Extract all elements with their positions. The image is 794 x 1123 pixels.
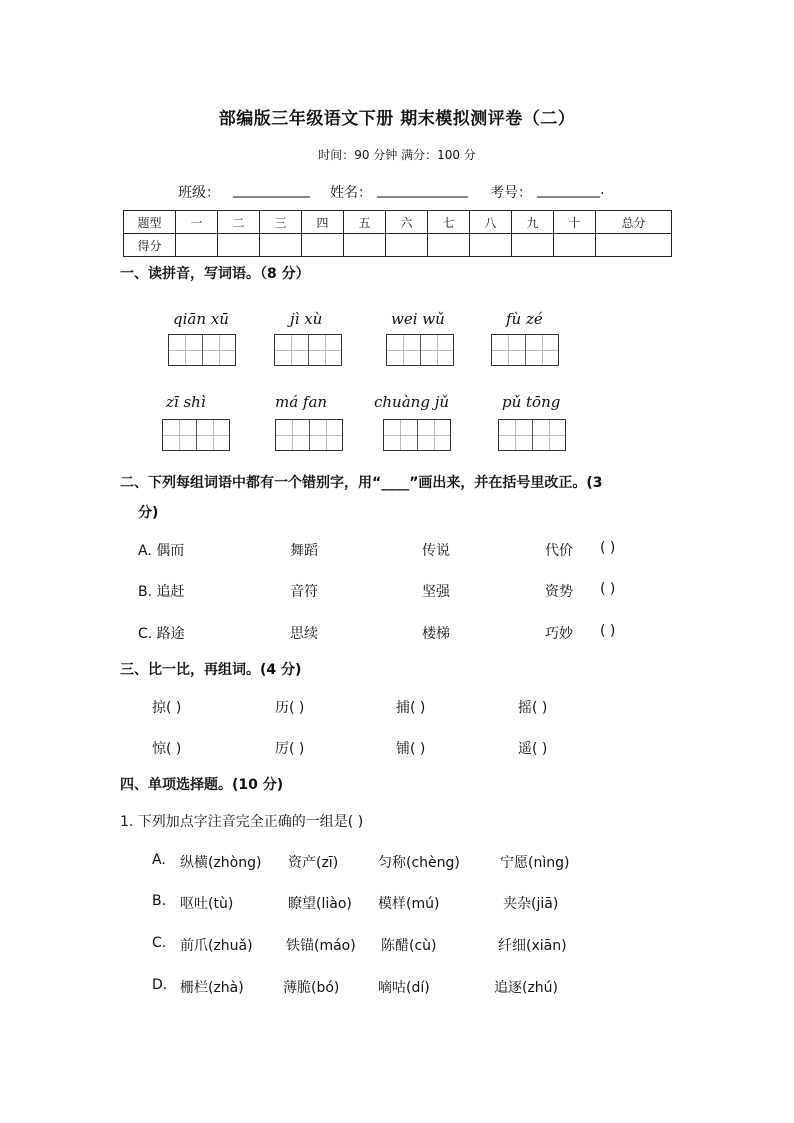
table-cell: 六 bbox=[386, 211, 428, 234]
table-cell: 一 bbox=[176, 211, 218, 234]
option-letter: D. bbox=[152, 977, 168, 993]
table-cell: 题型 bbox=[124, 211, 176, 234]
name-blank: _____________ bbox=[377, 182, 468, 198]
table-cell: 四 bbox=[302, 211, 344, 234]
word: 资势 bbox=[545, 584, 573, 600]
exam-time-score: 时间：90 分钟 满分：100 分 bbox=[318, 148, 476, 162]
class-blank: ___________ bbox=[233, 182, 310, 198]
option-item: 夹杂(jiā) bbox=[503, 896, 559, 912]
score-table-header-row bbox=[124, 211, 672, 234]
compare-item[interactable]: 掠( ) bbox=[152, 700, 182, 716]
writing-grid[interactable] bbox=[275, 419, 343, 451]
option-item: 模样(mú) bbox=[378, 896, 440, 912]
score-cell[interactable] bbox=[512, 234, 554, 257]
class-label: 班级： bbox=[178, 185, 220, 201]
word: 传说 bbox=[422, 543, 450, 559]
score-cell[interactable] bbox=[554, 234, 596, 257]
compare-item[interactable]: 厉( ) bbox=[275, 741, 305, 757]
pinyin-label: chuàng jǔ bbox=[374, 393, 450, 411]
option-item: 前爪(zhuǎ) bbox=[180, 938, 253, 954]
table-cell: 五 bbox=[344, 211, 386, 234]
pinyin-label: qiān xū bbox=[173, 310, 229, 328]
option-item: 瞭望(liào) bbox=[288, 896, 352, 912]
writing-grid[interactable] bbox=[162, 419, 230, 451]
pinyin-label: fù zé bbox=[506, 310, 543, 328]
score-table bbox=[123, 210, 672, 257]
exam-title: 部编版三年级语文下册 期末模拟测评卷（二） bbox=[218, 109, 576, 129]
compare-item[interactable]: 摇( ) bbox=[518, 700, 548, 716]
score-cell[interactable] bbox=[596, 234, 672, 257]
table-cell: 二 bbox=[218, 211, 260, 234]
score-cell[interactable] bbox=[260, 234, 302, 257]
option-label: B. 追赶 bbox=[138, 584, 185, 600]
answer-paren[interactable]: ( ) bbox=[600, 540, 616, 556]
word: 楼梯 bbox=[422, 626, 450, 642]
option-item: 追逐(zhú) bbox=[494, 980, 559, 996]
option-item: 纤细(xiān) bbox=[498, 938, 567, 954]
compare-item[interactable]: 捕( ) bbox=[396, 700, 426, 716]
option-letter: A. bbox=[152, 852, 166, 868]
score-cell[interactable] bbox=[428, 234, 470, 257]
option-item: 资产(zī) bbox=[288, 855, 339, 871]
pinyin-label: wei wǔ bbox=[391, 310, 445, 328]
writing-grid[interactable] bbox=[274, 334, 342, 366]
table-cell: 九 bbox=[512, 211, 554, 234]
question-1: 1. 下列加点字注音完全正确的一组是( ) bbox=[120, 814, 364, 830]
table-cell: 三 bbox=[260, 211, 302, 234]
pinyin-label: pǔ tōng bbox=[502, 393, 561, 411]
option-item: 铁锚(máo) bbox=[286, 938, 356, 954]
score-table-score-row bbox=[124, 234, 672, 257]
answer-paren[interactable]: ( ) bbox=[600, 623, 616, 639]
section1-heading: 一、读拼音，写词语。（8 分） bbox=[120, 266, 310, 282]
pinyin-label: má fan bbox=[275, 393, 328, 411]
writing-grid[interactable] bbox=[383, 419, 451, 451]
writing-grid[interactable] bbox=[498, 419, 566, 451]
answer-paren[interactable]: ( ) bbox=[600, 581, 616, 597]
compare-item[interactable]: 铺( ) bbox=[396, 741, 426, 757]
word: 音符 bbox=[290, 584, 318, 600]
score-cell[interactable] bbox=[302, 234, 344, 257]
name-label: 姓名： bbox=[330, 185, 372, 201]
table-cell: 十 bbox=[554, 211, 596, 234]
section2-heading-cont: 分) bbox=[138, 505, 159, 521]
exam-number-label: 考号： bbox=[490, 185, 532, 201]
table-cell: 八 bbox=[470, 211, 512, 234]
pinyin-label: zī shì bbox=[166, 393, 206, 411]
option-item: 纵横(zhòng) bbox=[180, 855, 262, 871]
writing-grid[interactable] bbox=[491, 334, 559, 366]
section4-heading: 四、单项选择题。(10 分) bbox=[120, 777, 284, 793]
word: 坚强 bbox=[422, 584, 450, 600]
word: 思续 bbox=[290, 626, 318, 642]
compare-item[interactable]: 遥( ) bbox=[518, 741, 548, 757]
exam-number-blank: _________. bbox=[537, 182, 605, 198]
score-cell[interactable] bbox=[218, 234, 260, 257]
score-cell[interactable] bbox=[470, 234, 512, 257]
option-label: A. 偶而 bbox=[138, 543, 185, 559]
option-letter: B. bbox=[152, 893, 167, 909]
score-cell[interactable] bbox=[386, 234, 428, 257]
option-item: 陈醋(cù) bbox=[381, 938, 437, 954]
word: 代价 bbox=[545, 543, 573, 559]
option-item: 匀称(chèng) bbox=[378, 855, 460, 871]
option-label: C. 路途 bbox=[138, 626, 185, 642]
option-item: 薄脆(bó) bbox=[283, 980, 340, 996]
word: 舞蹈 bbox=[290, 543, 318, 559]
option-item: 栅栏(zhà) bbox=[180, 980, 244, 996]
pinyin-label: jì xù bbox=[290, 310, 323, 328]
section2-heading: 二、下列每组词语中都有一个错别字，用“____”画出来，并在括号里改正。(3 bbox=[120, 475, 603, 491]
option-letter: C. bbox=[152, 935, 167, 951]
writing-grid[interactable] bbox=[386, 334, 454, 366]
score-cell[interactable] bbox=[176, 234, 218, 257]
table-cell: 得分 bbox=[124, 234, 176, 257]
compare-item[interactable]: 历( ) bbox=[275, 700, 305, 716]
table-cell: 总分 bbox=[596, 211, 672, 234]
compare-item[interactable]: 惊( ) bbox=[152, 741, 182, 757]
score-cell[interactable] bbox=[344, 234, 386, 257]
option-item: 嘀咕(dí) bbox=[378, 980, 430, 996]
section3-heading: 三、比一比，再组词。(4 分) bbox=[120, 662, 302, 678]
word: 巧妙 bbox=[545, 626, 573, 642]
option-item: 呕吐(tù) bbox=[180, 896, 234, 912]
table-cell: 七 bbox=[428, 211, 470, 234]
writing-grid[interactable] bbox=[168, 334, 236, 366]
option-item: 宁愿(nìng) bbox=[500, 855, 570, 871]
